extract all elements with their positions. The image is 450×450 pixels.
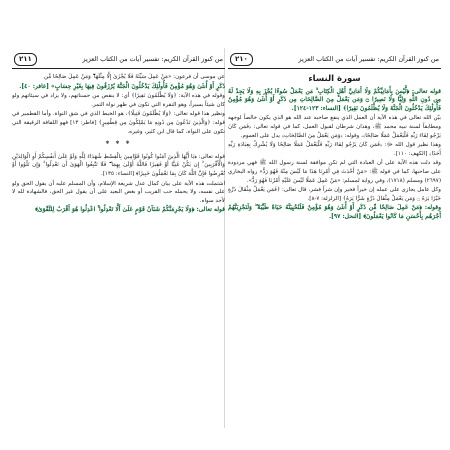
verse-paragraph: قوله تعالى: ﴿لَّيْسَ بِأَمَانِيِّكُمْ وَلَا أَمَانِيِّ أَهْلِ الْكِتَابِ ۗ مَن يَعْمَلْ سُوءًا يُجْزَ بِهِ وَلَا يَجِدْ لَهُ مِن دُونِ اللَّهِ وَلِيًّا وَلَا نَصِيرًا ۝ وَمَن يَعْمَلْ مِنَ الصَّالِحَاتِ مِن ذَكَرٍ أَوْ أُنثَىٰ وَهُوَ مُؤْمِنٌ فَأُولَٰئِكَ يَدْخُلُونَ الْجَنَّةَ وَلَا يُظْلَمُونَ نَقِيرًا﴾ [النساء: ١٢٣-١٢٤]. [228,87,441,112]
body-paragraph: وهذا نظير قول الله ﷻ: ﴿فَمَن كَانَ يَرْجُو لِقَاءَ رَبِّهِ فَلْيَعْمَلْ عَمَلًا صَالِحًا وَلَا يُشْرِكْ بِعِبَادَةِ رَبِّهِ أَحَدًا﴾ [الكهف: ١١٠]. [228,142,441,157]
running-title: من كنوز القرآن الكريم: تفسير آيات من الكتاب العزيز [82,55,223,63]
right-page-body [228,73,441,223]
running-title: من كنوز القرآن الكريم: تفسير آيات من الكتاب العزيز [298,55,439,63]
body-paragraph: ونظير هذا قوله تعالى: ﴿وَلَا يُظْلَمُونَ فَتِيلًا﴾، هو الخيط الذي في شق النواة. وأما القطمير في قوله: ﴿وَالَّذِينَ تَدْعُونَ مِن دُونِهِ مَا يَمْلِكُونَ مِن قِطْمِيرٍ﴾ [فاطر: ١٣] فهو اللفافة الرقيقة التي تكون على النواة، كما قال ابن كثير، وغيره. [12,111,225,135]
body-paragraph: وقوله في هذه الآية: ﴿وَلَا يُظْلَمُونَ نَقِيرًا﴾ أي: لا ينقص من حسناتهم، ولا يزاد في سيئاتهم ولو كان شيئاً يسيراً، وهو النقرة التي تكون في ظهر نواة التمر. [12,93,225,108]
verse-paragraph: ذَكَرٍ أَوْ أُنثَىٰ وَهُوَ مُؤْمِنٌ فَأُولَٰئِكَ يَدْخُلُونَ الْجَنَّةَ يُرْزَقُونَ فِيهَا بِغَيْرِ حِسَابٍ» [غافر: ٤٠]. [19,82,225,90]
verse-paragraph: قوله تعالى: ﴿وَلَا يَجْرِمَنَّكُمْ شَنَآنُ قَوْمٍ عَلَىٰ أَلَّا تَعْدِلُوا ۚ اعْدِلُوا هُوَ أَقْرَبُ لِلتَّقْوَىٰ﴾ [35,206,225,214]
body-paragraph: بيّن الله تعالى في هذه الآية أن العمل الذي ينفع صاحبه عند الله هو الذي يكون خالصاً لوجهه ومطابقاً لسنة نبيه محمد ﷺ، وهذان شرطان لقبول العمل، كما في قوله تعالى: ﴿فَمَن كَانَ يَرْجُو لِقَاءَ رَبِّهِ فَلْيَعْمَلْ عَمَلًا صَالِحًا﴾، وقوله: ﴿وَمَن يَعْمَلْ مِنَ الصَّالِحَاتِ﴾ يدل على العموم. [228,115,441,139]
body-paragraph: وقد دلت هذه الآية على أن العبادة التي لم تكن موافقة لسنة رسول الله ﷺ فهي مردودة على صاحبها، كما في قوله ﷺ: «مَنْ أَحْدَثَ فِي أَمْرِنَا هَذَا مَا لَيْسَ مِنْهُ فَهُوَ رَدٌّ» رواه البخاري (٢٦٩٧) ومسلم (١٧١٨)، وفي رواية لمسلم: «مَنْ عَمِلَ عَمَلًا لَيْسَ عَلَيْهِ أَمْرُنَا فَهُوَ رَدٌّ». [228,160,441,184]
left-page-header [12,52,225,69]
verse-paragraph: وقوله: ﴿مَنْ عَمِلَ صَالِحًا مِّن ذَكَرٍ أَوْ أُنثَىٰ وَهُوَ مُؤْمِنٌ فَلَنُحْيِيَنَّهُ حَيَاةً طَيِّبَةً ۖ وَلَنَجْزِيَنَّهُمْ أَجْرَهُم بِأَحْسَنِ مَا كَانُوا يَعْمَلُونَ﴾ [النحل: ٩٧]. [228,204,441,220]
body-paragraph: اشتملت هذه الآية على بيان كمال عدل شريعة الإسلام، وأن المسلم عليه أن يقول الحق ولو على نفسه، ولا يحمله حب القريب أو بغض البعيد على أن يقول غير الحق، فالشهادة لله لا لأحد سواه. [12,180,225,204]
section-separator: * * * [105,139,132,149]
page-number: ٢١١ [14,53,37,66]
body-paragraph: عن موسى أن فرعون: «مَنْ عَمِلَ سَيِّئَةً فَلَا يُجْزَىٰ إِلَّا مِثْلَهَا ۖ وَمَنْ عَمِلَ صَالِحًا مِّن [43,74,225,80]
surah-heading: سورة النساء [308,74,361,84]
left-page-body [12,73,225,216]
right-page-header [228,52,441,69]
left-page [12,52,225,420]
right-page [228,52,441,420]
page-number: ٢١٠ [230,53,253,66]
body-paragraph: وكل عامل يجازى على عمله إن خيراً فخير وإن شراً فشر، قال تعالى: ﴿فَمَن يَعْمَلْ مِثْقَالَ ذَرَّةٍ خَيْرًا يَرَهُ ۝ وَمَن يَعْمَلْ مِثْقَالَ ذَرَّةٍ شَرًّا يَرَهُ﴾ [الزلزلة: ٧-٨]. [228,187,441,202]
body-paragraph: قوله تعالى: ﴿يَا أَيُّهَا الَّذِينَ آمَنُوا كُونُوا قَوَّامِينَ بِالْقِسْطِ شُهَدَاءَ لِلَّهِ وَلَوْ عَلَىٰ أَنفُسِكُمْ أَوِ الْوَالِدَيْنِ وَالْأَقْرَبِينَ ۚ إِن يَكُنْ غَنِيًّا أَوْ فَقِيرًا فَاللَّهُ أَوْلَىٰ بِهِمَا ۖ فَلَا تَتَّبِعُوا الْهَوَىٰ أَن تَعْدِلُوا ۚ وَإِن تَلْوُوا أَوْ تُعْرِضُوا فَإِنَّ اللَّهَ كَانَ بِمَا تَعْمَلُونَ خَبِيرًا﴾ [النساء: ١٣٥]. [12,153,225,177]
